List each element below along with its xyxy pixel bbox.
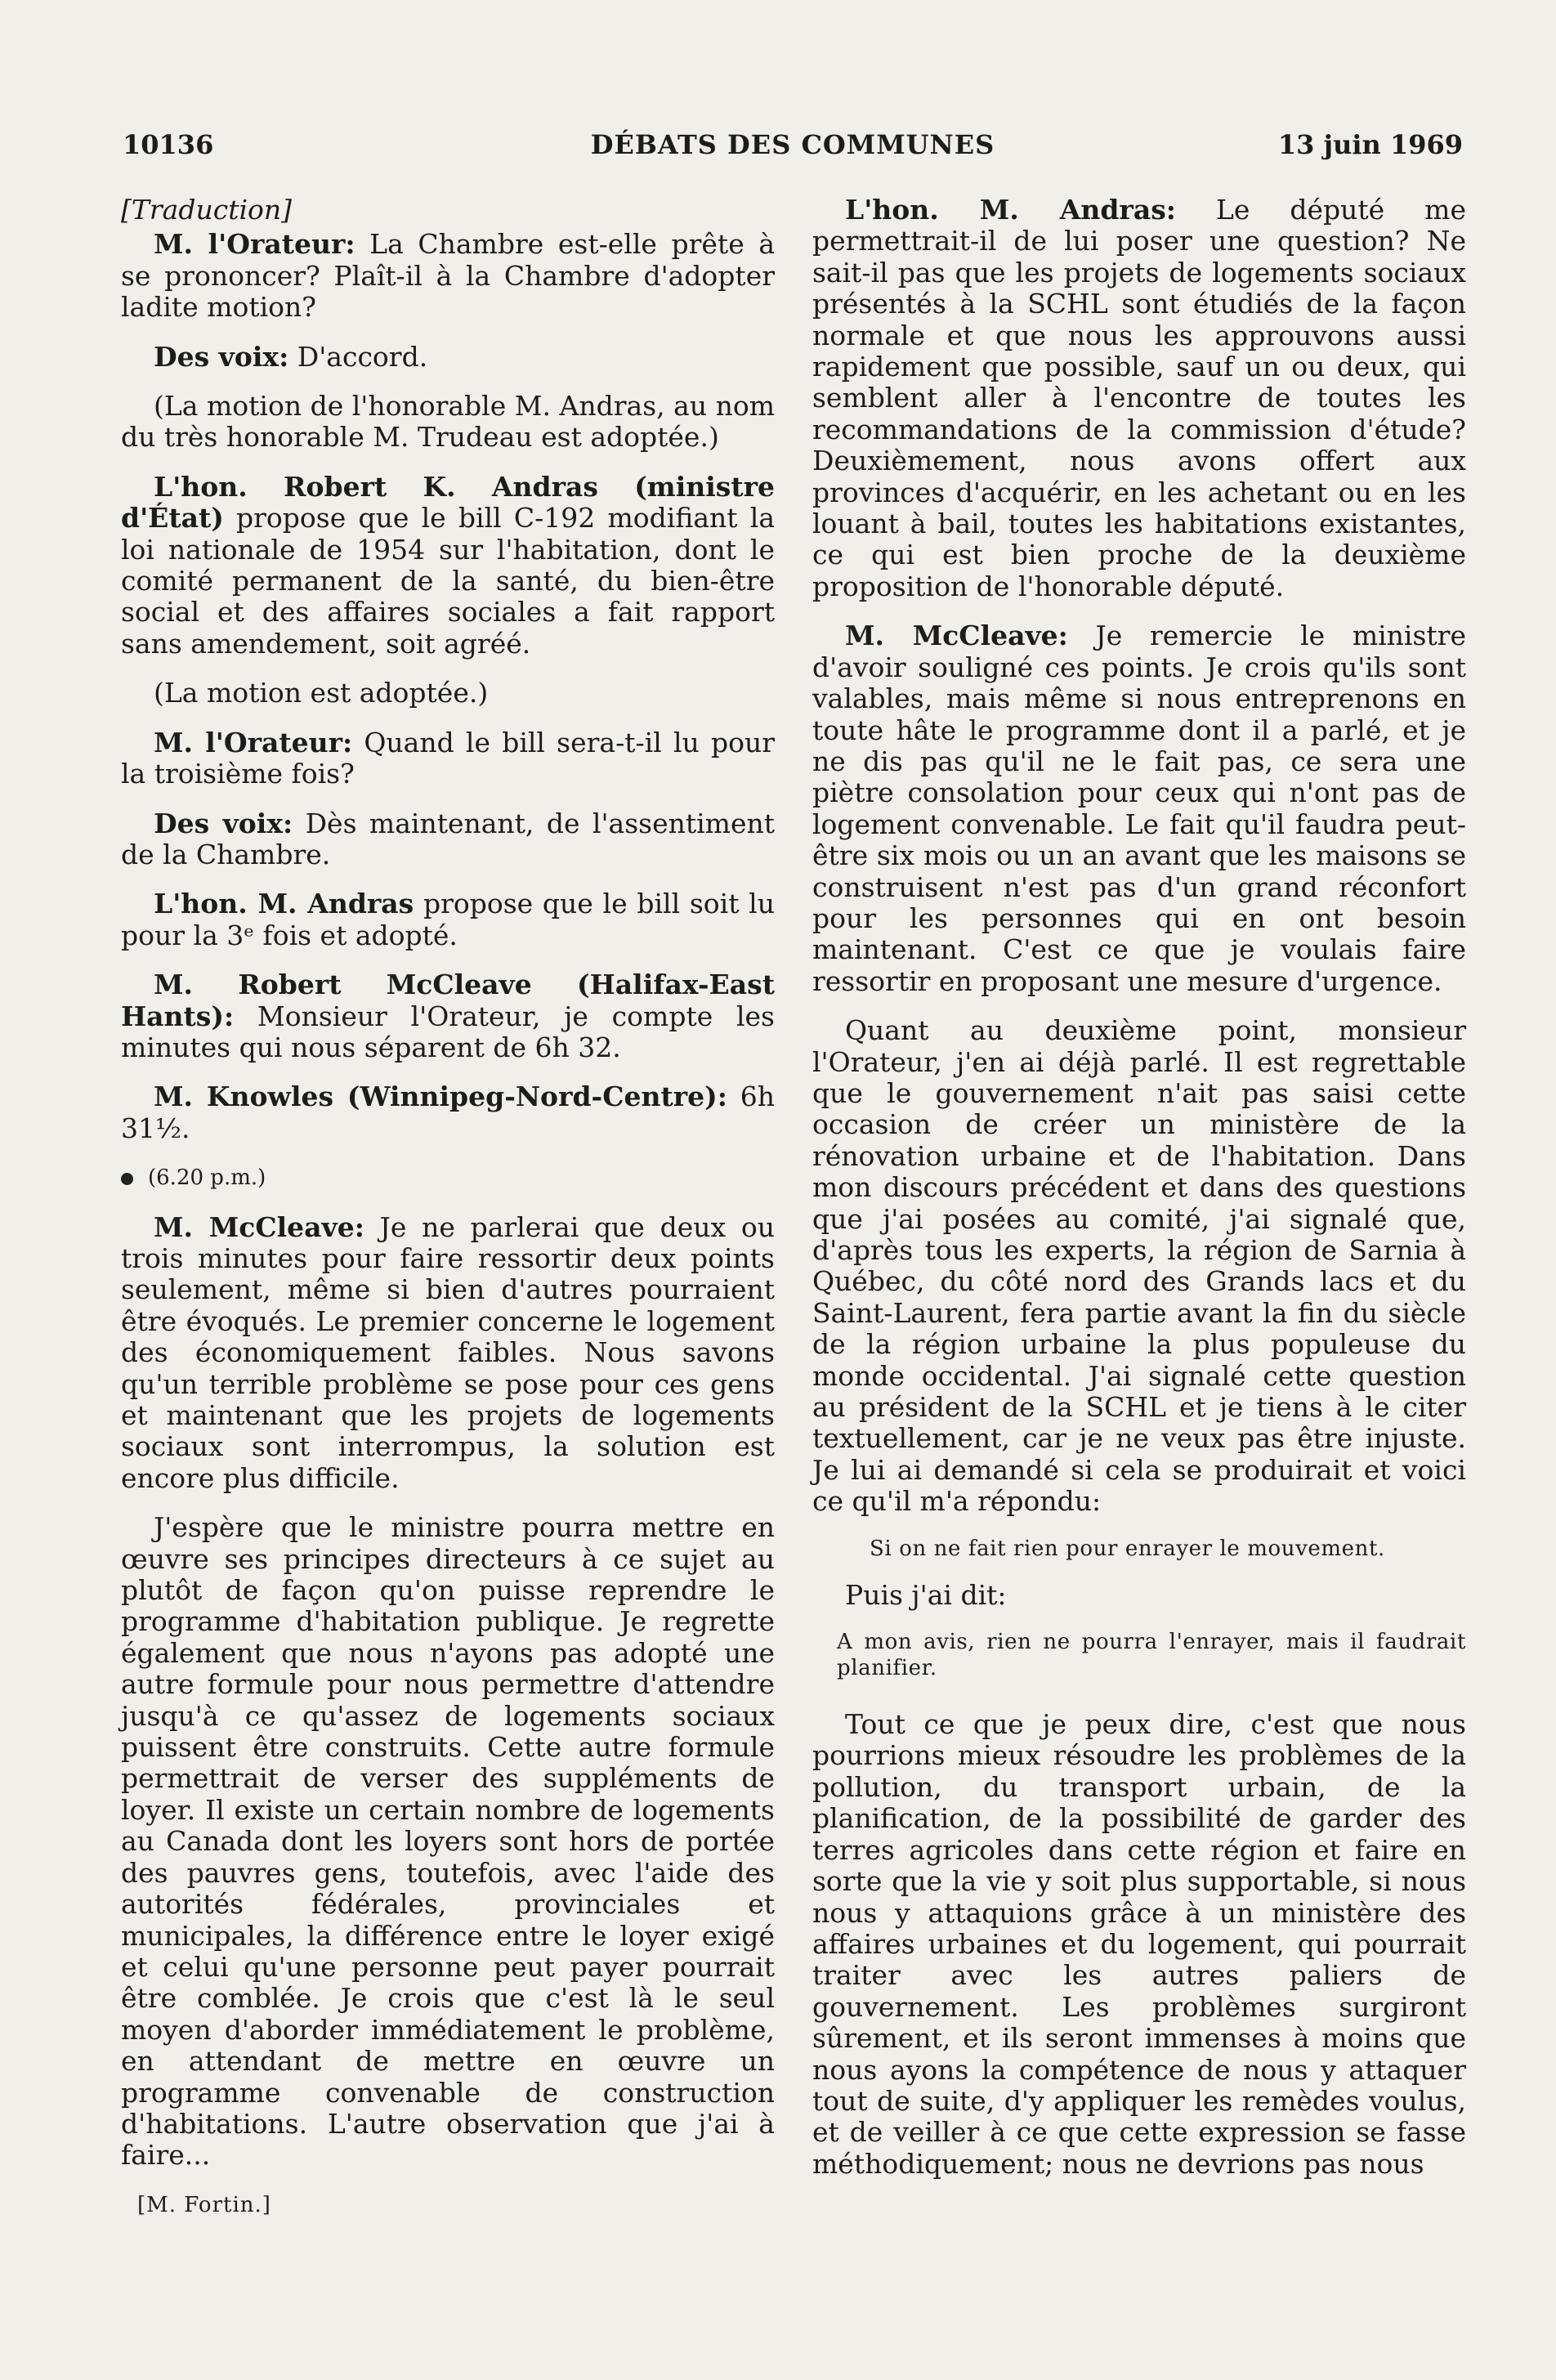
speech-text: propose que le bill soit lu pour la 3ᵉ fois et adopté. bbox=[121, 888, 775, 951]
paragraph bbox=[812, 195, 1466, 602]
speaker: Des voix: bbox=[154, 807, 293, 839]
page-title: DÉBATS DES COMMUNES bbox=[590, 129, 995, 160]
page-header bbox=[123, 129, 1463, 170]
speaker: L'hon. M. Andras: bbox=[845, 194, 1176, 226]
page-date: 13 juin 1969 bbox=[1277, 129, 1463, 160]
page-number: 10136 bbox=[123, 129, 214, 160]
speaker: M. Robert McCleave (Halifax-East Hants): bbox=[121, 969, 775, 1032]
right-column bbox=[812, 195, 1466, 2198]
paragraph bbox=[121, 727, 775, 790]
paragraph: Quant au deuxième point, monsieur l'Orateur, j'en ai déjà parlé. Il est regrettable que le gouvernement n'ait pas saisi cette occasion de créer un ministère de la rénovation urbaine et de l'habitation. Dans mon discours précédent et dans des questions que j'ai posées au comité, j'ai signalé que, d'après tous les experts, la région de Sarnia à Québec, du côté nord des Grands lacs et du Saint-Laurent, fera partie avant la fin du siècle de la région urbaine la plus populeuse du monde occidental. J'ai signalé cette question au président de la SCHL et je tiens à le citer textuellement, car je ne veux pas être injuste. Je lui ai demandé si cela se produirait et voici ce qu'il m'a répondu: bbox=[812, 1014, 1466, 1518]
speaker: M. McCleave: bbox=[845, 620, 1068, 652]
paragraph bbox=[121, 888, 775, 951]
paragraph bbox=[121, 969, 775, 1063]
bullet-icon bbox=[121, 1173, 133, 1185]
paragraph: (La motion de l'honorable M. Andras, au nom du très honorable M. Trudeau est adoptée.) bbox=[121, 390, 775, 454]
paragraph bbox=[812, 620, 1466, 997]
paragraph: Puis j'ai dit: bbox=[845, 1578, 1007, 1611]
paragraph bbox=[121, 808, 775, 871]
paragraph bbox=[121, 229, 775, 323]
speaker: M. McCleave: bbox=[154, 1210, 364, 1243]
timestamp-text: (6.20 p.m.) bbox=[148, 1165, 266, 1191]
paragraph: Tout ce que je peux dire, c'est que nous pourrions mieux résoudre les problèmes de la pollution, du transport urbain, de la planification, de la possibilité de garder des terres agricoles dans cette région et faire en sorte que la vie y soit plus supportable, si nous nous y attaquions grâce à un ministère des affaires urbaines et du logement, qui pourrait traiter avec les autres paliers de gouvernement. Les problèmes surgiront sûrement, et ils seront immenses à moins que nous ayons la compétence de nous y attaquer tout de suite, d'y appliquer les remèdes voulus, et de veiller à ce que cette expression se fasse méthodiquement; nous ne devrions pas nous bbox=[812, 1708, 1466, 2180]
speech-text: Dès maintenant, de l'assentiment de la Chambre. bbox=[121, 807, 775, 870]
paragraph: (La motion est adoptée.) bbox=[154, 677, 489, 709]
paragraph bbox=[121, 342, 775, 373]
speech-text: Je remercie le ministre d'avoir souligné ces points. Je crois qu'ils sont valables, mais même si nous entreprenons en toute hâte le programme dont il a parlé, et je ne dis pas qu'il ne le fait pas, ce sera une piètre consolation pour ceux qui n'ont pas de logement convenable. Le fait qu'il faudra peut-être six mois ou un an avant que les maisons se construisent n'est pas d'un grand réconfort pour les personnes qui en ont besoin maintenant. C'est ce que je voulais faire ressortir en proposant une mesure d'urgence. bbox=[812, 620, 1466, 997]
speech-text: 6h 31½. bbox=[121, 1080, 775, 1144]
paragraph bbox=[121, 1212, 775, 1495]
timestamp bbox=[121, 1162, 775, 1193]
paragraph bbox=[121, 472, 775, 660]
paragraph: J'espère que le ministre pourra mettre en œuvre ses principes directeurs à ce sujet au plutôt de façon qu'on puisse reprendre le programme d'habitation publique. Je regrette également que nous n'ayons pas adopté une autre formule pour nous permettre d'attendre jusqu'à ce qu'assez de logements sociaux puissent être construits. Cette autre formule permettrait de verser des suppléments de loyer. Il existe un certain nombre de logements au Canada dont les loyers sont hors de portée des pauvres gens, toutefois, avec l'aide des autorités fédérales, provinciales et municipales, la différence entre le loyer exigé et celui qu'une personne peut payer pourrait être comblée. Je crois que c'est là le seul moyen d'aborder immédiatement le problème, en attendant de mettre en œuvre un programme convenable de construction d'habitations. L'autre observation que j'ai à faire... bbox=[121, 1511, 775, 2172]
footer-note: [M. Fortin.] bbox=[137, 2192, 271, 2217]
speech-text: propose que le bill C-192 modifiant la loi nationale de 1954 sur l'habitation, dont le comité permanent de la santé, du bien-être social et des affaires sociales a fait rapport sans amendement, soit agréé. bbox=[121, 502, 775, 660]
speech-text: La Chambre est-elle prête à se prononcer? Plaît-il à la Chambre d'adopter ladite motion? bbox=[121, 228, 775, 324]
quotation: Si on ne fait rien pour enrayer le mouvement. bbox=[870, 1536, 1385, 1561]
speaker: Des voix: bbox=[154, 340, 289, 373]
speaker: L'hon. M. Andras bbox=[154, 888, 414, 920]
speech-text: Le député me permettrait-il de lui poser une question? Ne sait-il pas que les projets de logements sociaux présentés à la SCHL sont étudiés de la façon normale et que nous les approuvons aussi rapidement que possible, sauf un ou deux, qui semblent aller à l'encontre de toutes les recommandations de la commission d'étude? Deuxièmement, nous avons offert aux provinces d'acquérir, en les achetant ou en les louant à bail, toutes les habitations existantes, ce qui est bien proche de la deuxième proposition de l'honorable député. bbox=[812, 194, 1466, 602]
speaker: L'hon. Robert K. Andras (ministre d'État) bbox=[121, 470, 775, 535]
speaker: M. l'Orateur: bbox=[154, 228, 355, 261]
quotation: A mon avis, rien ne pourra l'enrayer, mais il faudrait planifier. bbox=[837, 1630, 1466, 1681]
speech-text: D'accord. bbox=[288, 340, 428, 373]
speech-text: Monsieur l'Orateur, je compte les minutes qui nous séparent de 6h 32. bbox=[121, 1000, 775, 1063]
translation-note: [Traduction] bbox=[121, 194, 293, 226]
speaker: M. l'Orateur: bbox=[154, 726, 353, 758]
left-column bbox=[121, 195, 775, 2239]
paragraph bbox=[121, 1081, 775, 1144]
speaker: M. Knowles (Winnipeg-Nord-Centre): bbox=[154, 1080, 727, 1113]
speech-text: Je ne parlerai que deux ou trois minutes pour faire ressortir deux points seulement, même si bien d'autres pourraient être évoqués. Le premier concerne le logement des économiquement faibles. Nous savons qu'un terrible problème se pose pour ces gens et maintenant que les projets de logements sociaux sont interrompus, la solution est encore plus difficile. bbox=[121, 1210, 775, 1494]
speech-text: Quand le bill sera-t-il lu pour la troisième fois? bbox=[121, 726, 775, 790]
